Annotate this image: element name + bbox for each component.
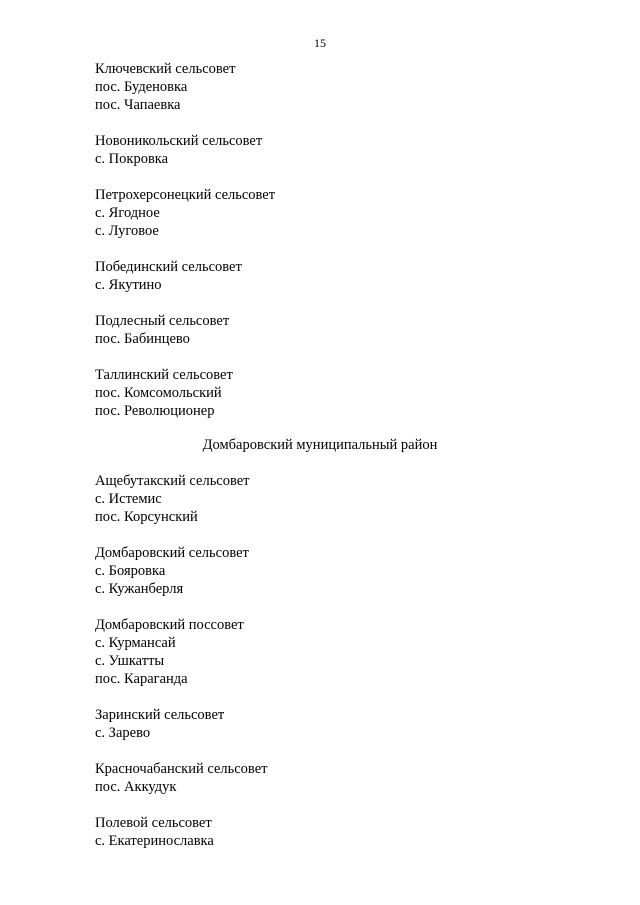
settlement-item: с. Кужанберля xyxy=(95,581,184,597)
council-title: Домбаровский сельсовет xyxy=(95,545,249,561)
council-group xyxy=(95,186,595,240)
settlement-item: пос. Караганда xyxy=(95,671,188,687)
council-title: Домбаровский поссовет xyxy=(95,617,244,633)
settlement-item: пос. Революционер xyxy=(95,403,215,419)
council-group xyxy=(95,544,595,598)
settlement-item: с. Ягодное xyxy=(95,205,160,221)
council-group xyxy=(95,312,595,348)
council-group xyxy=(95,366,595,420)
council-title: Подлесный сельсовет xyxy=(95,313,230,329)
council-title: Ключевский сельсовет xyxy=(95,61,236,77)
district-heading: Домбаровский муниципальный район xyxy=(202,437,438,453)
council-group xyxy=(95,472,595,526)
settlement-item: пос. Бабинцево xyxy=(95,331,190,347)
council-group xyxy=(95,60,595,114)
settlement-item: с. Бояровка xyxy=(95,563,166,579)
council-group xyxy=(95,132,595,168)
settlement-item: пос. Корсунский xyxy=(95,509,198,525)
council-title: Ащебутакский сельсовет xyxy=(95,473,250,489)
council-group xyxy=(95,258,595,294)
council-title: Красночабанский сельсовет xyxy=(95,761,268,777)
settlement-item: с. Истемис xyxy=(95,491,162,507)
settlement-item: с. Покровка xyxy=(95,151,169,167)
page-number: 15 xyxy=(314,36,326,50)
council-title: Таллинский сельсовет xyxy=(95,367,233,383)
settlement-list-block-1 xyxy=(95,60,595,438)
settlement-item: с. Ушкатты xyxy=(95,653,165,669)
settlement-item: с. Якутино xyxy=(95,277,162,293)
council-group xyxy=(95,760,595,796)
settlement-item: с. Луговое xyxy=(95,223,159,239)
settlement-item: с. Зарево xyxy=(95,725,151,741)
settlement-item: пос. Буденовка xyxy=(95,79,188,95)
settlement-item: с. Екатеринославка xyxy=(95,833,214,849)
council-title: Петрохерсонецкий сельсовет xyxy=(95,187,276,203)
council-group xyxy=(95,706,595,742)
council-title: Полевой сельсовет xyxy=(95,815,212,831)
settlement-item: пос. Чапаевка xyxy=(95,97,181,113)
settlement-item: пос. Аккудук xyxy=(95,779,177,795)
council-group xyxy=(95,616,595,688)
council-title: Побединский сельсовет xyxy=(95,259,242,275)
settlement-item: пос. Комсомольский xyxy=(95,385,222,401)
settlement-list-block-2 xyxy=(95,472,595,868)
settlement-item: с. Курмансай xyxy=(95,635,176,651)
council-title: Заринский сельсовет xyxy=(95,707,225,723)
council-group xyxy=(95,814,595,850)
council-title: Новоникольский сельсовет xyxy=(95,133,263,149)
